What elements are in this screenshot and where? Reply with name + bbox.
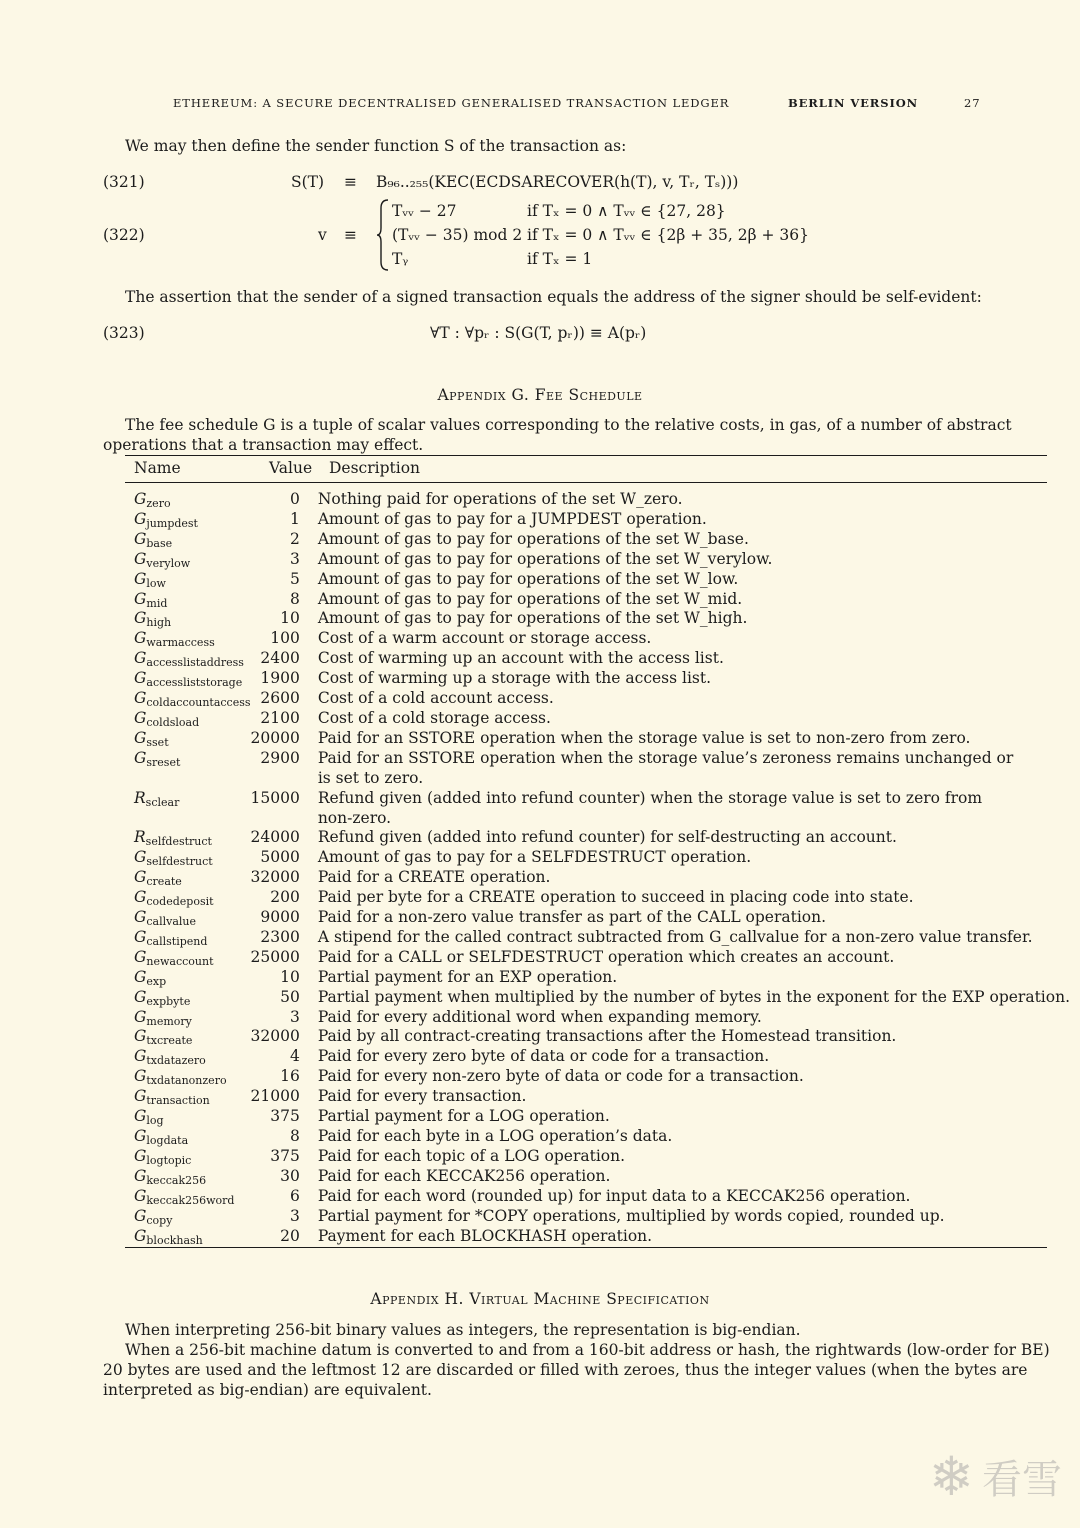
fee-description-line: Partial payment when multiplied by the number of bytes in the exponent for the EXP operation. (317, 987, 1071, 1006)
fee-subscript: exp (146, 974, 167, 988)
fee-description (300, 550, 1070, 570)
fee-value: 0 (289, 490, 300, 508)
fee-description-line: Partial payment for a LOG operation. (317, 1107, 610, 1126)
fee-value: 8 (289, 589, 300, 608)
fee-name (125, 1027, 251, 1047)
fee-subscript: selfdestruct (146, 855, 213, 869)
fee-value: 2 (289, 529, 300, 548)
fee-value: 3 (289, 549, 300, 568)
table-row (125, 789, 1070, 829)
fee-description-continuation: is set to zero. (317, 768, 424, 787)
fee-subscript: logtopic (146, 1153, 192, 1167)
fee-description-line: Cost of a cold storage access. (317, 708, 551, 727)
table-row (125, 590, 1070, 610)
fee-subscript: high (146, 616, 172, 630)
case-3-cond: if Tₓ = 1 (527, 250, 593, 268)
fee-description (300, 1227, 1070, 1247)
fee-subscript: transaction (146, 1094, 210, 1108)
fee-subscript: base (146, 536, 173, 550)
fee-name (125, 968, 251, 988)
equation-number-321: (321) (103, 173, 145, 191)
fee-value: 375 (270, 1107, 300, 1126)
fee-subscript: jumpdest (146, 516, 198, 530)
fee-subscript: codedeposit (146, 895, 214, 909)
appendix-h-para2-line3: interpreted as big-endian) are equivalent. (103, 1381, 432, 1399)
fee-name (125, 490, 251, 510)
fee-value: 2300 (260, 927, 300, 946)
table-row (125, 848, 1070, 868)
fee-symbol: G (134, 848, 147, 867)
fee-description (300, 1127, 1070, 1147)
fee-description (300, 609, 1070, 629)
fee-description-line: Nothing paid for operations of the set W_zero. (317, 490, 683, 508)
case-2-cond: if Tₓ = 0 ∧ Tᵥᵥ ∈ {2β + 35, 2β + 36} (527, 226, 809, 244)
table-row (125, 1227, 1070, 1247)
fee-value: 2600 (260, 689, 300, 708)
table-row (125, 1127, 1070, 1147)
fee-symbol: G (134, 1127, 147, 1145)
fee-value: 21000 (250, 1087, 300, 1106)
fee-name (125, 828, 251, 848)
fee-description (300, 729, 1070, 749)
table-row (125, 570, 1070, 590)
fee-symbol: G (134, 1027, 147, 1046)
table-row (125, 490, 1070, 510)
fee-symbol: G (134, 1226, 147, 1245)
fee-description (300, 1207, 1070, 1227)
fee-name (125, 669, 251, 689)
table-row (125, 828, 1070, 848)
fee-description-line: Amount of gas to pay for operations of the set W_low. (317, 569, 739, 588)
table-row (125, 729, 1070, 749)
fee-symbol: G (134, 1146, 147, 1165)
table-row (125, 1107, 1070, 1127)
equation-321-lhs: S(T) (291, 173, 325, 191)
fee-description (300, 590, 1070, 610)
fee-description (300, 928, 1070, 948)
fee-subscript: zero (146, 497, 171, 510)
fee-name (125, 888, 251, 908)
equation-number-323: (323) (103, 324, 145, 342)
fee-name (125, 928, 251, 948)
fee-description (300, 689, 1070, 709)
fee-description (300, 988, 1070, 1008)
table-header-rule (125, 482, 1047, 483)
fee-name (125, 789, 251, 829)
fee-subscript: memory (146, 1014, 192, 1028)
fee-subscript: low (146, 576, 166, 590)
fee-description-line: Paid for every non-zero byte of data or code for a transaction. (317, 1067, 804, 1086)
fee-description (300, 490, 1070, 510)
fee-description (300, 749, 1070, 789)
fee-name (125, 1147, 251, 1167)
fee-description-line: Paid for every zero byte of data or code for a transaction. (317, 1047, 770, 1066)
fee-description-line: Paid for a CALL or SELFDESTRUCT operation which creates an account. (317, 947, 895, 966)
fee-name (125, 868, 251, 888)
fee-value: 2900 (260, 748, 300, 767)
fee-description (300, 968, 1070, 988)
fee-subscript: coldaccountaccess (146, 696, 251, 710)
fee-symbol: G (134, 669, 147, 688)
fee-name (125, 609, 251, 629)
fee-value: 2100 (260, 708, 300, 727)
fee-description-line: Paid for each topic of a LOG operation. (317, 1146, 626, 1165)
fee-subscript: expbyte (146, 994, 191, 1008)
fee-name (125, 530, 251, 550)
fee-subscript: sclear (145, 795, 180, 809)
fee-description (300, 1147, 1070, 1167)
fee-value: 2400 (260, 649, 300, 668)
fee-description-line: Paid for each word (rounded up) for input data to a KECCAK256 operation. (317, 1186, 911, 1205)
case-1-expr: Tᵥᵥ − 27 (392, 202, 457, 220)
column-header-value: Value (269, 459, 313, 477)
fee-name (125, 749, 251, 789)
table-row (125, 530, 1070, 550)
fee-symbol: G (134, 509, 147, 528)
fee-value: 1 (289, 509, 300, 528)
table-row (125, 928, 1070, 948)
fee-description (300, 908, 1070, 928)
appendix-h-para1: When interpreting 256-bit binary values as integers, the representation is big-endian. (125, 1321, 801, 1339)
fee-subscript: warmaccess (146, 636, 215, 650)
fee-symbol: G (134, 490, 147, 508)
fee-value: 3 (289, 1007, 300, 1026)
fee-description-line: Amount of gas to pay for a SELFDESTRUCT operation. (317, 848, 752, 867)
fee-symbol: G (134, 1067, 147, 1086)
fee-subscript: copy (146, 1213, 173, 1227)
fee-value: 4 (289, 1047, 300, 1066)
fee-value: 20 (280, 1226, 300, 1245)
fee-value: 16 (280, 1067, 300, 1086)
table-row (125, 1027, 1070, 1047)
table-row (125, 1207, 1070, 1227)
column-header-description: Description (329, 459, 421, 477)
table-row (125, 1087, 1070, 1107)
snowflake-icon: ❄ (928, 1445, 974, 1508)
fee-symbol: G (134, 888, 147, 907)
fee-symbol: G (134, 689, 147, 708)
table-row (125, 609, 1070, 629)
fee-description (300, 669, 1070, 689)
fee-symbol: G (134, 589, 147, 608)
fee-value: 24000 (250, 828, 300, 847)
fee-symbol: G (134, 748, 147, 767)
case-3-expr: Tᵧ (392, 250, 409, 268)
appendix-h-para2-line2: 20 bytes are used and the leftmost 12 are discarded or filled with zeroes, thus the integer values (when the bytes are (103, 1361, 1028, 1379)
table-row (125, 629, 1070, 649)
table-top-rule (125, 455, 1047, 456)
table-row (125, 968, 1070, 988)
equation-322-lhs: v (318, 226, 327, 244)
fee-subscript: blockhash (146, 1233, 203, 1247)
fee-description-line: Payment for each BLOCKHASH operation. (317, 1226, 653, 1245)
fee-symbol: G (134, 947, 147, 966)
fee-description-line: Partial payment for *COPY operations, multiplied by words copied, rounded up. (317, 1206, 945, 1225)
table-row (125, 749, 1070, 789)
fee-symbol: G (134, 728, 147, 747)
fee-subscript: accessliststorage (146, 676, 243, 690)
fee-value: 15000 (250, 788, 300, 807)
fee-description (300, 1027, 1070, 1047)
fee-description-line: Paid for a CREATE operation. (317, 868, 551, 887)
watermark (929, 1445, 1062, 1508)
column-header-name: Name (134, 459, 181, 477)
fee-description (300, 570, 1070, 590)
table-row (125, 1008, 1070, 1028)
fee-symbol: G (134, 987, 147, 1006)
fee-description-line: Refund given (added into refund counter) when the storage value is set to zero from (317, 788, 983, 807)
fee-name (125, 510, 251, 530)
fee-value: 100 (270, 629, 300, 648)
fee-subscript: log (146, 1114, 164, 1128)
fee-symbol: G (134, 629, 147, 648)
fee-name (125, 1207, 251, 1227)
fee-subscript: selfdestruct (145, 835, 212, 849)
fee-symbol: R (134, 828, 146, 847)
intro-paragraph: We may then define the sender function S of the transaction as: (125, 137, 627, 155)
fee-value: 1900 (260, 669, 300, 688)
fee-value: 3 (289, 1206, 300, 1225)
fee-subscript: txdatazero (146, 1054, 206, 1068)
fee-description-line: Paid by all contract-creating transactions after the Homestead transition. (317, 1027, 897, 1046)
fee-symbol: R (134, 788, 146, 807)
fee-description-line: Paid for every transaction. (317, 1087, 527, 1106)
fee-name (125, 1107, 251, 1127)
fee-value: 9000 (260, 908, 300, 927)
fee-subscript: coldsload (146, 715, 200, 729)
fee-symbol: G (134, 1107, 147, 1126)
fee-description (300, 848, 1070, 868)
fee-name (125, 1067, 251, 1087)
fee-schedule-table (125, 490, 1070, 1246)
fee-name (125, 948, 251, 968)
equation-321-rhs: B₉₆..₂₅₅(KEC(ECDSARECOVER(h(T), v, Tᵣ, Tₛ))) (376, 173, 739, 191)
equation-number-322: (322) (103, 226, 145, 244)
fee-subscript: callstipend (146, 934, 208, 948)
fee-description (300, 1107, 1070, 1127)
fee-symbol: G (134, 908, 147, 927)
fee-name (125, 709, 251, 729)
fee-description-line: Paid per byte for a CREATE operation to succeed in placing code into state. (317, 888, 914, 907)
fee-name (125, 1008, 251, 1028)
fee-symbol: G (134, 1166, 147, 1185)
fee-value: 30 (280, 1166, 300, 1185)
table-row (125, 1067, 1070, 1087)
fee-symbol: G (134, 609, 147, 628)
fee-subscript: newaccount (146, 954, 214, 968)
fee-symbol: G (134, 529, 147, 548)
fee-symbol: G (134, 549, 147, 568)
fee-symbol: G (134, 1206, 147, 1225)
fee-description-line: Paid for each KECCAK256 operation. (317, 1166, 611, 1185)
fee-value: 5000 (260, 848, 300, 867)
fee-description (300, 530, 1070, 550)
fee-value: 25000 (250, 947, 300, 966)
fee-subscript: create (146, 875, 182, 889)
table-row (125, 888, 1070, 908)
fee-description (300, 1187, 1070, 1207)
appendix-g-title: Appendix G. Fee Schedule (437, 386, 643, 404)
table-row (125, 669, 1070, 689)
page-number: 27 (964, 96, 981, 110)
table-row (125, 948, 1070, 968)
case-1-cond: if Tₓ = 0 ∧ Tᵥᵥ ∈ {27, 28} (527, 202, 726, 220)
fee-subscript: sset (146, 735, 169, 749)
table-row (125, 649, 1070, 669)
appendix-g-intro-line1: The fee schedule G is a tuple of scalar values corresponding to the relative costs, in gas, of a number of abstract (125, 416, 1012, 434)
left-brace-icon (376, 198, 390, 272)
fee-description-line: Cost of a warm account or storage access. (317, 629, 652, 648)
fee-value: 32000 (250, 1027, 300, 1046)
fee-symbol: G (134, 708, 147, 727)
fee-value: 5 (289, 569, 300, 588)
fee-description-line: Amount of gas to pay for operations of the set W_mid. (317, 589, 743, 608)
assertion-paragraph: The assertion that the sender of a signed transaction equals the address of the signer should be self-evident: (125, 288, 982, 306)
fee-name (125, 570, 251, 590)
running-header-version: BERLIN VERSION (788, 96, 919, 110)
fee-subscript: accesslistaddress (146, 656, 244, 670)
fee-name (125, 1087, 251, 1107)
table-row (125, 1047, 1070, 1067)
fee-value: 6 (289, 1186, 300, 1205)
table-row (125, 988, 1070, 1008)
equation-322-rel: ≡ (344, 226, 357, 244)
fee-description (300, 1067, 1070, 1087)
appendix-h-title: Appendix H. Virtual Machine Specification (370, 1290, 710, 1308)
fee-description-line: Paid for an SSTORE operation when the storage value is set to non-zero from zero. (317, 728, 971, 747)
fee-name (125, 908, 251, 928)
table-bottom-rule (125, 1247, 1047, 1248)
fee-value: 32000 (250, 868, 300, 887)
table-row (125, 550, 1070, 570)
fee-name (125, 848, 251, 868)
fee-name (125, 1187, 251, 1207)
fee-subscript: sreset (146, 755, 181, 769)
fee-description-line: Amount of gas to pay for operations of the set W_high. (317, 609, 748, 628)
table-row (125, 709, 1070, 729)
equation-321-rel: ≡ (344, 173, 357, 191)
fee-description (300, 868, 1070, 888)
fee-subscript: verylow (146, 556, 191, 570)
fee-name (125, 590, 251, 610)
fee-description (300, 1008, 1070, 1028)
table-row (125, 510, 1070, 530)
fee-description (300, 709, 1070, 729)
fee-description-line: Cost of warming up a storage with the access list. (317, 669, 712, 688)
appendix-h-para2-line1: When a 256-bit machine datum is converted to and from a 160-bit address or hash, the rightwards (low-order for BE) (125, 1341, 1050, 1359)
fee-name (125, 729, 251, 749)
fee-subscript: mid (146, 596, 168, 610)
fee-description-line: Paid for each byte in a LOG operation’s data. (317, 1127, 673, 1145)
fee-description (300, 828, 1070, 848)
table-row (125, 1187, 1070, 1207)
fee-subscript: txcreate (146, 1034, 193, 1048)
fee-name (125, 550, 251, 570)
fee-name (125, 629, 251, 649)
fee-description-line: Amount of gas to pay for operations of the set W_verylow. (317, 549, 773, 568)
fee-description-line: Paid for a non-zero value transfer as part of the CALL operation. (317, 908, 827, 927)
fee-description-line: Cost of warming up an account with the access list. (317, 649, 724, 668)
fee-name (125, 988, 251, 1008)
fee-description (300, 1047, 1070, 1067)
fee-symbol: G (134, 569, 147, 588)
fee-symbol: G (134, 1007, 147, 1026)
watermark-text: 看雪 (982, 1457, 1062, 1503)
table-row (125, 689, 1070, 709)
fee-value: 20000 (250, 728, 300, 747)
fee-symbol: G (134, 967, 147, 986)
fee-description-line: A stipend for the called contract subtracted from G_callvalue for a non-zero value transfer. (317, 927, 1033, 946)
fee-value: 200 (270, 888, 300, 907)
fee-description-line: Partial payment for an EXP operation. (317, 967, 618, 986)
fee-description-line: Refund given (added into refund counter) for self-destructing an account. (317, 828, 897, 847)
table-row (125, 1167, 1070, 1187)
fee-description (300, 948, 1070, 968)
fee-description (300, 1087, 1070, 1107)
fee-description-line: Paid for an SSTORE operation when the storage value’s zeroness remains unchanged or (317, 748, 1014, 767)
fee-description-continuation: non-zero. (317, 808, 392, 827)
fee-name (125, 649, 251, 669)
fee-name (125, 1227, 251, 1247)
fee-symbol: G (134, 649, 147, 668)
fee-value: 10 (280, 609, 300, 628)
fee-value: 10 (280, 967, 300, 986)
fee-symbol: G (134, 1186, 147, 1205)
fee-description (300, 789, 1070, 829)
table-row (125, 908, 1070, 928)
fee-subscript: keccak256 (146, 1173, 207, 1187)
fee-symbol: G (134, 868, 147, 887)
fee-subscript: keccak256word (146, 1193, 235, 1207)
fee-name (125, 1167, 251, 1187)
fee-description-line: Amount of gas to pay for a JUMPDEST operation. (317, 509, 707, 528)
table-row (125, 1147, 1070, 1167)
table-row (125, 868, 1070, 888)
fee-description (300, 510, 1070, 530)
fee-description (300, 629, 1070, 649)
fee-value: 375 (270, 1146, 300, 1165)
equation-323: ∀T : ∀pᵣ : S(G(T, pᵣ)) ≡ A(pᵣ) (430, 324, 647, 342)
appendix-g-intro-line2: operations that a transaction may effect. (103, 436, 424, 454)
fee-description-line: Amount of gas to pay for operations of the set W_base. (317, 529, 749, 548)
fee-subscript: callvalue (146, 915, 197, 929)
fee-name (125, 1047, 251, 1067)
fee-subscript: txdatanonzero (146, 1074, 227, 1088)
fee-value: 50 (280, 987, 300, 1006)
fee-value: 8 (289, 1127, 300, 1145)
fee-name (125, 1127, 251, 1147)
fee-name (125, 689, 251, 709)
fee-description-line: Paid for every additional word when expanding memory. (317, 1007, 762, 1026)
case-2-expr: (Tᵥᵥ − 35) mod 2 (392, 226, 523, 244)
fee-description-line: Cost of a cold account access. (317, 689, 554, 708)
fee-subscript: logdata (146, 1134, 189, 1147)
running-header-title: ETHEREUM: A SECURE DECENTRALISED GENERALISED TRANSACTION LEDGER (173, 96, 730, 110)
fee-symbol: G (134, 927, 147, 946)
fee-description (300, 888, 1070, 908)
fee-symbol: G (134, 1087, 147, 1106)
fee-symbol: G (134, 1047, 147, 1066)
fee-description (300, 1167, 1070, 1187)
fee-description (300, 649, 1070, 669)
